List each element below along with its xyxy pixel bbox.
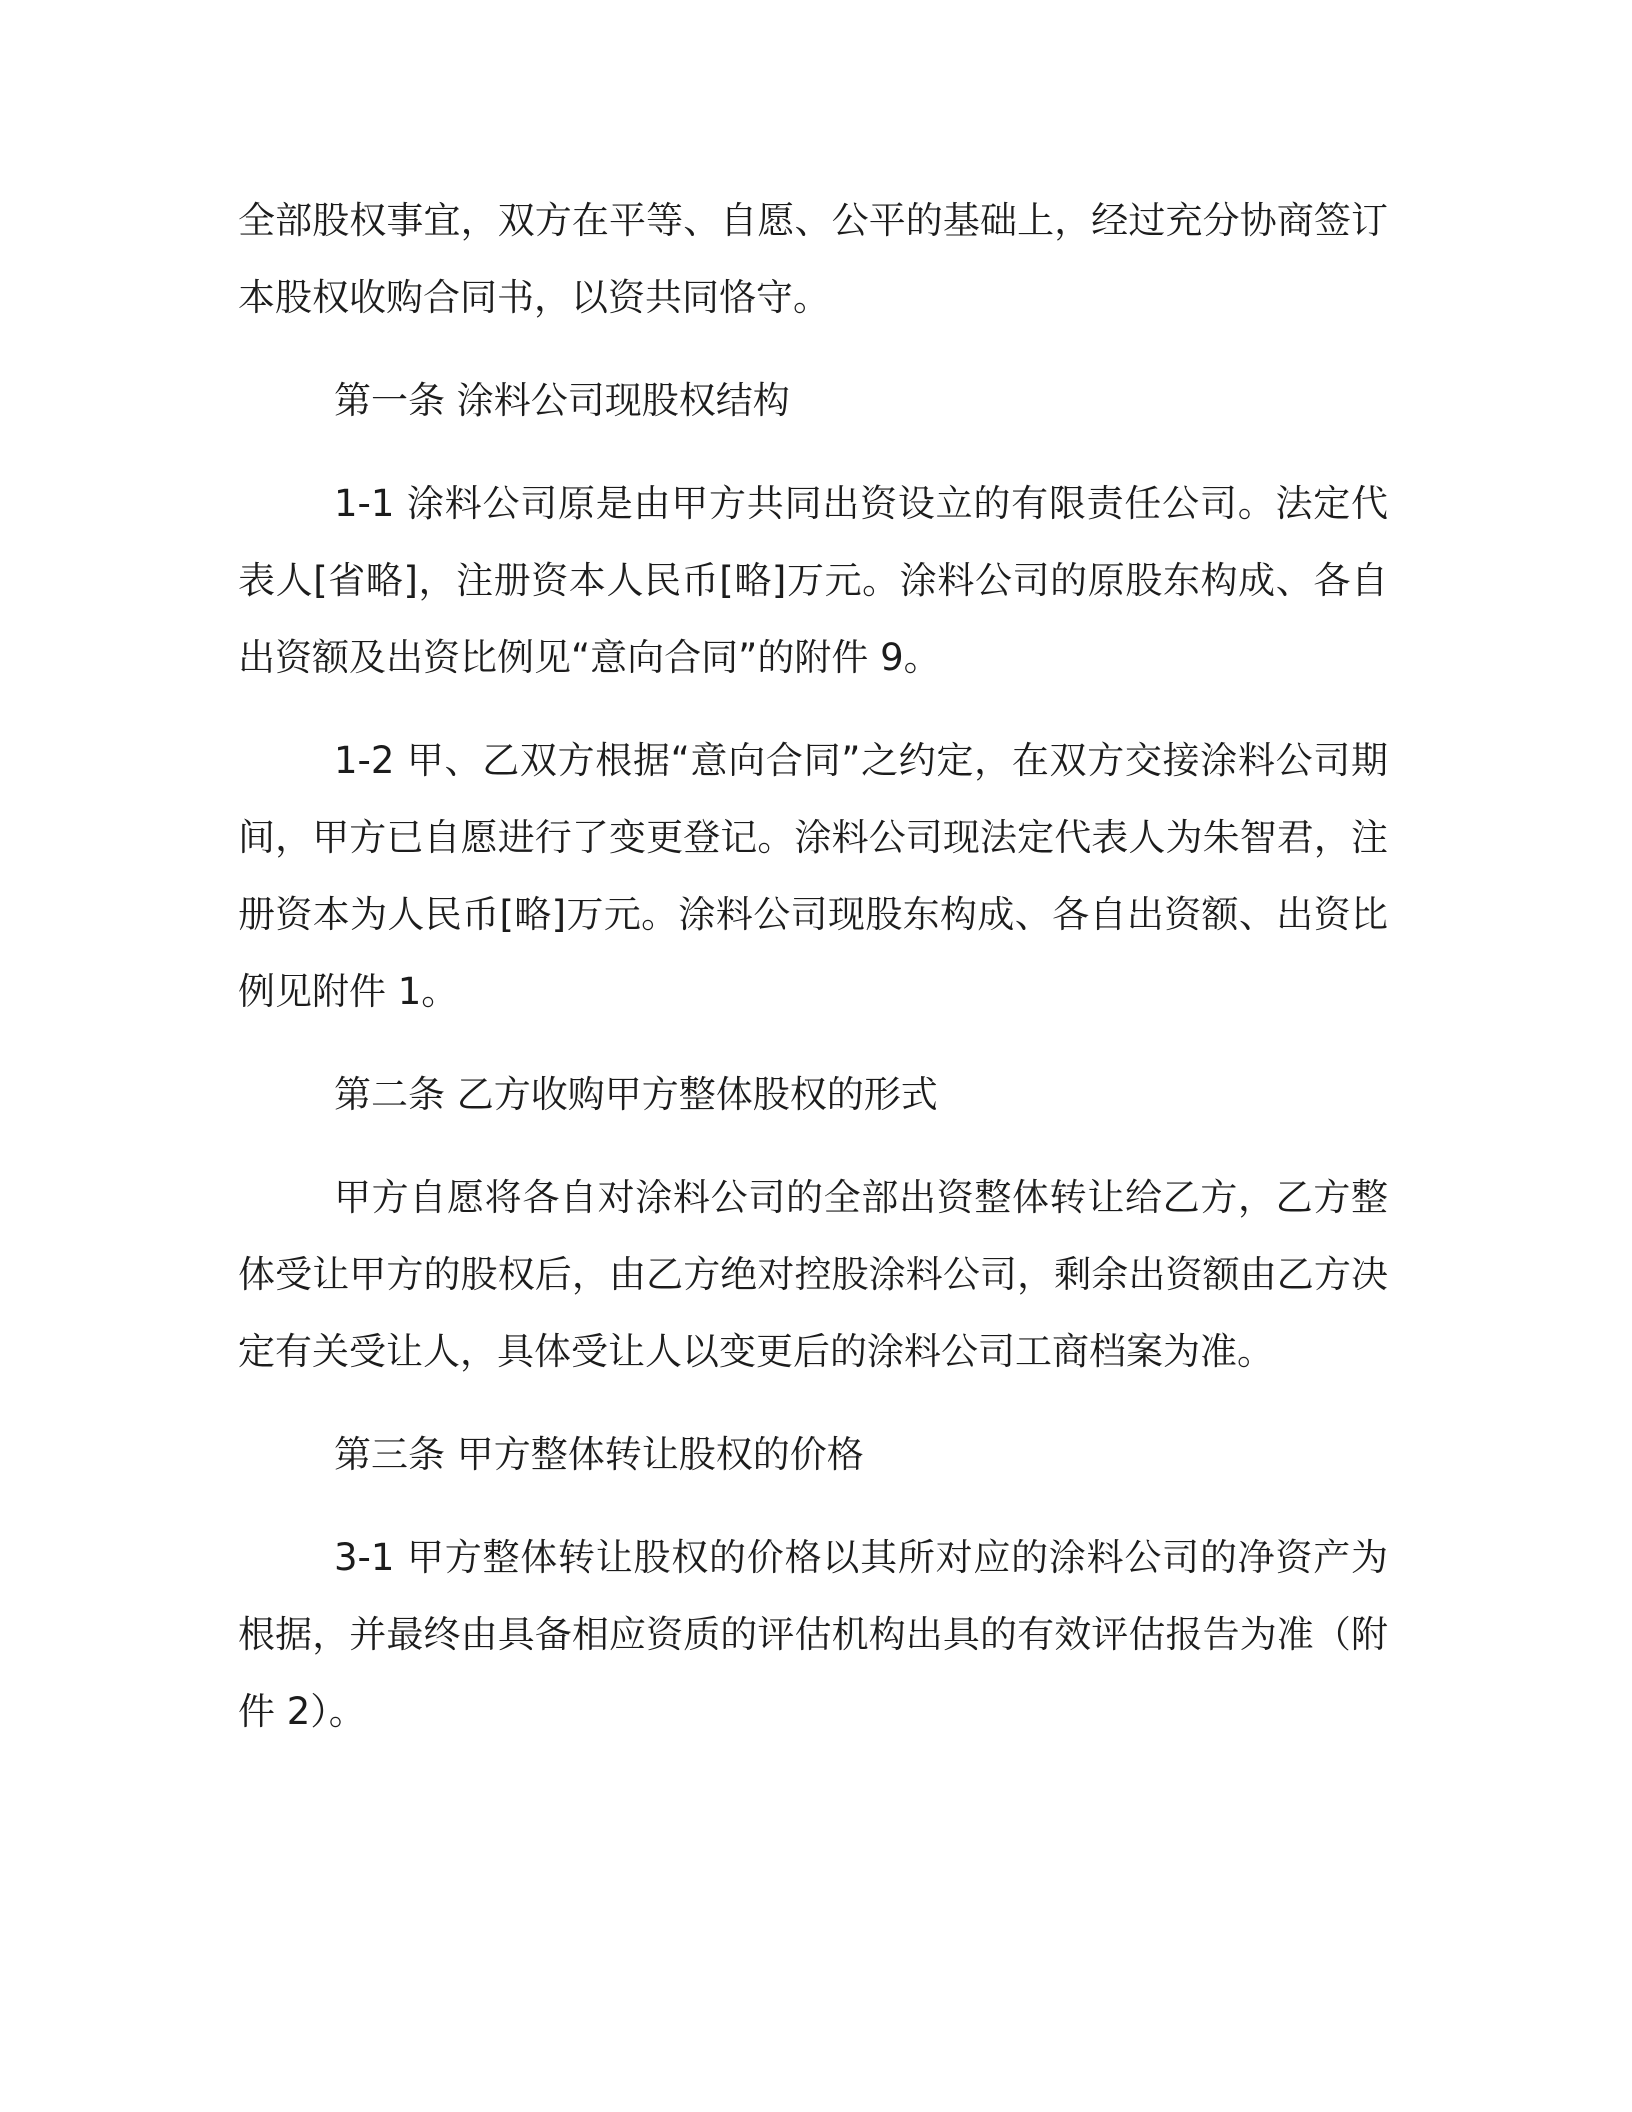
heading-article-1: 第一条 涂料公司现股权结构 xyxy=(334,379,790,422)
heading-article-2: 第二条 乙方收购甲方整体股权的形式 xyxy=(334,1073,938,1116)
paragraph-3-1: 3-1 甲方整体转让股权的价格以其所对应的涂料公司的净资产为根据，并最终由具备相应资质的评估机构出具的有效评估报告为准（附件 2）。 xyxy=(238,1536,1388,1733)
heading-article-3: 第三条 甲方整体转让股权的价格 xyxy=(334,1433,864,1476)
paragraph-intro-continuation: 全部股权事宜，双方在平等、自愿、公平的基础上，经过充分协商签订本股权收购合同书，以资共同恪守。 xyxy=(238,199,1388,319)
paragraph-1-1: 1-1 涂料公司原是由甲方共同出资设立的有限责任公司。法定代表人[省略]，注册资本人民币[略]万元。涂料公司的原股东构成、各自出资额及出资比例见“意向合同”的附件 9。 xyxy=(238,482,1388,679)
paragraph-article-2-body: 甲方自愿将各自对涂料公司的全部出资整体转让给乙方，乙方整体受让甲方的股权后，由乙方绝对控股涂料公司，剩余出资额由乙方决定有关受让人，具体受让人以变更后的涂料公司工商档案为准。 xyxy=(238,1176,1388,1373)
paragraph-1-2: 1-2 甲、乙双方根据“意向合同”之约定，在双方交接涂料公司期间，甲方已自愿进行了变更登记。涂料公司现法定代表人为朱智君，注册资本为人民币[略]万元。涂料公司现股东构成、各自出资额、出资比例见附件 1。 xyxy=(238,739,1388,1013)
document-body xyxy=(238,182,1388,1750)
